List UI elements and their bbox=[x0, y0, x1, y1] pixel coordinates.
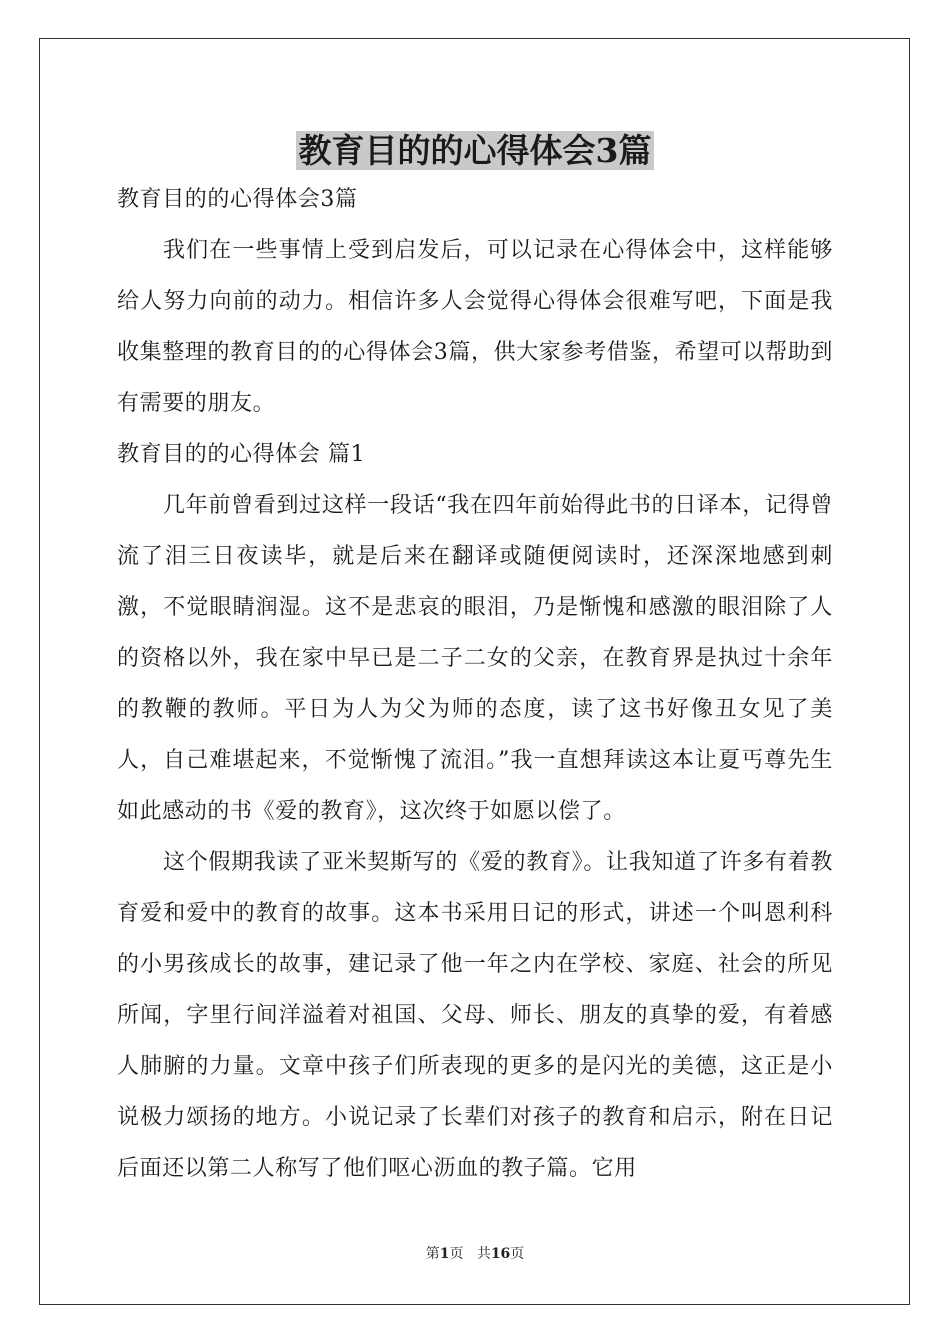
intro-paragraph: 我们在一些事情上受到启发后，可以记录在心得体会中，这样能够给人努力向前的动力。相信许多人会觉得心得体会很难写吧，下面是我收集整理的教育目的的心得体会3篇，供大家参考借鉴，希望可以帮助到有需要的朋友。 bbox=[117, 238, 833, 416]
page-number: 1 bbox=[439, 1246, 450, 1262]
page-prefix: 第 bbox=[425, 1246, 440, 1262]
total-prefix: 共 bbox=[476, 1246, 491, 1262]
body-paragraph-2: 这个假期我读了亚米契斯写的《爱的教育》。让我知道了许多有着教育爱和爱中的教育的故事。这本书采用日记的形式，讲述一个叫恩利科的小男孩成长的故事，建记录了他一年之内在学校、家庭、社会的所见所闻，字里行间洋溢着对祖国、父母、师长、朋友的真挚的爱，有着感人肺腑的力量。文章中孩子们所表现的更多的是闪光的美德，这正是小说极力颂扬的地方。小说记录了长辈们对孩子的教育和启示，附在日记后面还以第二人称写了他们呕心沥血的教子篇。它用 bbox=[117, 850, 833, 1181]
document-subtitle: 教育目的的心得体会3篇 bbox=[117, 187, 358, 212]
section-heading: 教育目的的心得体会 篇1 bbox=[117, 442, 366, 467]
document-title bbox=[0, 125, 950, 177]
total-suffix: 页 bbox=[510, 1246, 525, 1262]
document-body bbox=[117, 174, 833, 1194]
body-paragraph-1: 几年前曾看到过这样一段话“我在四年前始得此书的日译本，记得曾流了泪三日夜读毕，就是后来在翻译或随便阅读时，还深深地感到刺激，不觉眼睛润湿。这不是悲哀的眼泪，乃是惭愧和感激的眼泪除了人的资格以外，我在家中早已是二子二女的父亲，在教育界是执过十余年的教鞭的教师。平日为人为父为师的态度，读了这书好像丑女见了美人，自己难堪起来，不觉惭愧了流泪。”我一直想拜读这本让夏丐尊先生如此感动的书《爱的教育》，这次终于如愿以偿了。 bbox=[117, 493, 833, 824]
document-title-text: 教育目的的心得体会3篇 bbox=[296, 131, 655, 170]
page-suffix: 页 bbox=[449, 1246, 464, 1262]
page-footer bbox=[0, 1244, 950, 1264]
total-pages: 16 bbox=[490, 1246, 511, 1262]
